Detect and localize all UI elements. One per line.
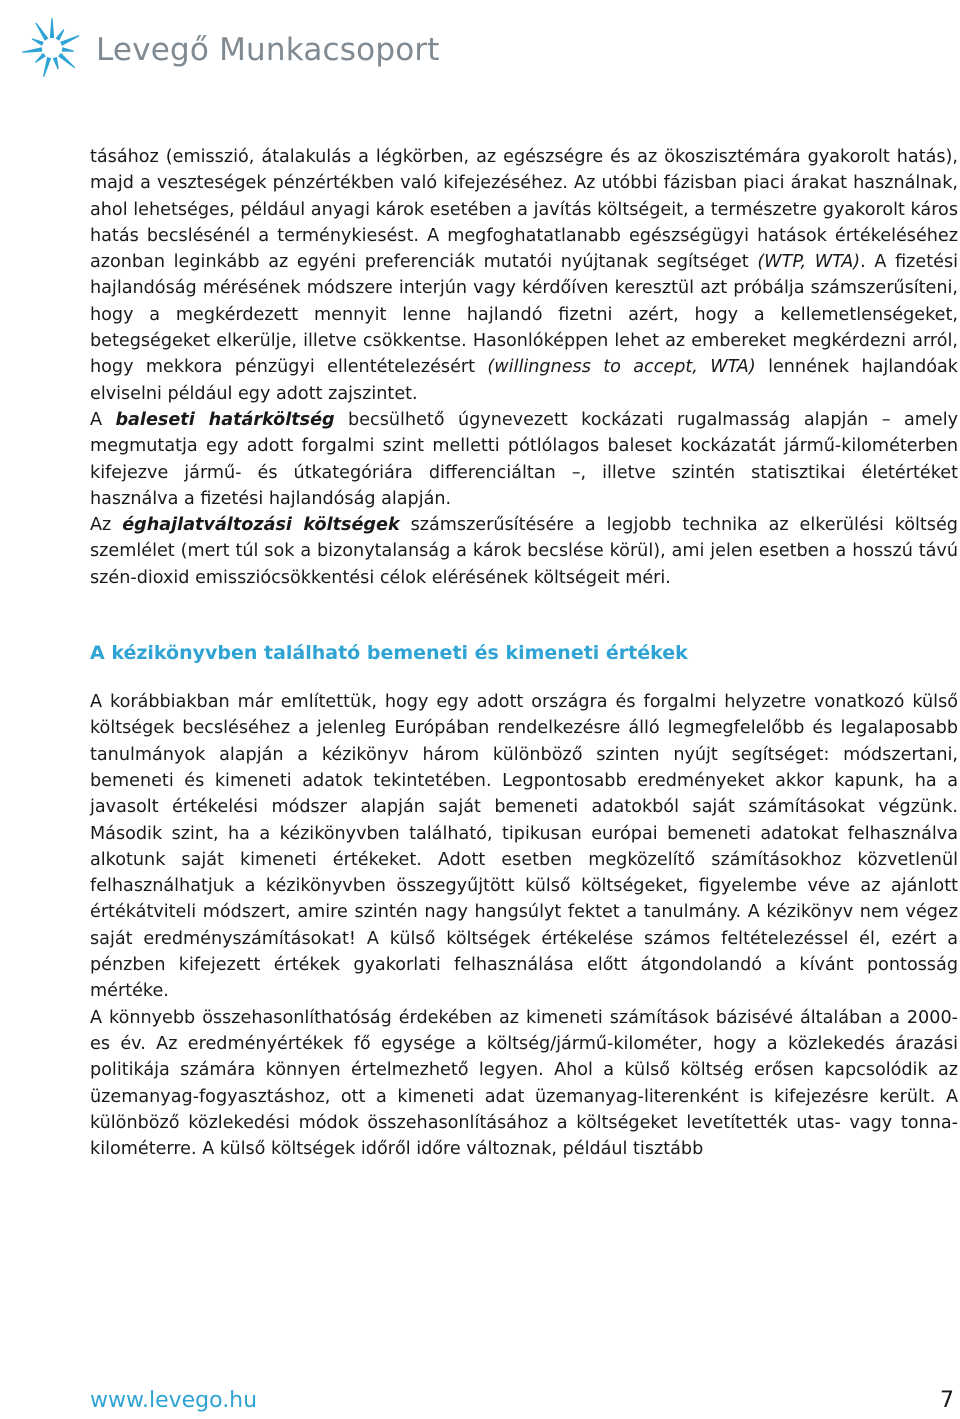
- logo-text: Levegő Munkacsoport: [96, 32, 440, 68]
- paragraph-climate-cost: [90, 512, 958, 591]
- italic-run: (WTP, WTA): [757, 252, 861, 273]
- logo-petal: [56, 28, 66, 40]
- logo-petal: [53, 57, 61, 70]
- paragraph-damage-valuation: [90, 144, 958, 407]
- logo: [12, 8, 440, 88]
- text-run: Az: [90, 515, 123, 536]
- logo-petal: [41, 57, 51, 77]
- text-run: . A fizetési hajlandóság mérésének módszere interjún vagy kérdőíven keresztül azt próbálja számszerűsíteni, hogy a megkérdezett mennyit lenne hajlandó fizetni azért, hogy a kellemetlenségeket, betegségeket elkerülje, illetve csökkentse. Hasonlóképpen lehet az embereket megkérdezni arról, hogy mekkora pénzügyi ellentételezésért: [90, 252, 958, 378]
- paragraph-handbook-levels: A korábbiakban már említettük, hogy egy adott országra és forgalmi helyzetre vonatkozó külső költségek becsléséhez a jelenleg Európában rendelkezésre álló legmegfelelőbb és legalaposabb tanulmányok alapján a kézikönyv három különböző szinten nyújt segítséget: módszertani, bemeneti és kimeneti adatok tekintetében. Legpontosabb eredményeket akkor kapunk, ha a javasolt értékelési módszer alapján saját bemeneti adatokból saját számításokat végzünk. Második szint, ha a kézikönyvben található, tipikusan európai bemeneti adatokat felhasználva alkotunk saját kimeneti értékeket. Adott esetben megközelítő számításokhoz közvetlenül felhasználhatjuk a kézikönyvben összegyűjtött külső költségeket, figyelembe véve az ajánlott értékátviteli módszert, amire szintén nagy hangsúlyt fektet a tanulmány. A kézikönyv nem végez saját eredményszámításokat! A külső költségek értékelése számos feltételezéssel él, ezért a pénzben kifejezett értékek gyakorlati felhasználása előtt átgondolandó a kívánt pontosság mértéke.: [90, 692, 958, 1002]
- italic-run: (willingness to accept, WTA): [487, 357, 756, 378]
- logo-petal: [60, 34, 80, 46]
- text-run: A: [90, 409, 116, 430]
- page-number: 7: [940, 1388, 954, 1413]
- logo-petal: [22, 47, 42, 54]
- document-body: [90, 144, 958, 1162]
- text-run: számszerűsítésére a legjobb technika az elkerülési költség szemlélet (mert túl sok a bizonytalanság a károk becslése körül), ami jelen esetben a hosszú távú szén-dioxid emissziócsökkentési célok elérésének költségeit méri.: [90, 515, 958, 588]
- text-run: tásához (emisszió, átalakulás a légkörben, az egészségre és az ökoszisztémára gyakorolt hatás), majd a veszteségek pénzértékben való kifejezéséhez. Az utóbbi fázisban piaci árakat használnak, ahol lehetséges, például anyagi károk esetében a javítás költségeit, a természetre gyakorolt káros hatás becslésénél a terménykiesést. A megfoghatatlanabb egészségügyi hatások értékeléséhez azonban leginkább az egyéni preferenciák mutatói nyújtanak segítséget: [90, 147, 958, 273]
- logo-petal: [50, 18, 54, 38]
- section-heading: A kézikönyvben található bemeneti és kimeneti értékek: [90, 642, 688, 665]
- text-run: becsülhető úgynevezett kockázati rugalmasság alapján – amely megmutatja egy adott forgalmi szint melletti pótlólagos baleset kockázatát jármű-kilométerben kifejezve jármű- és útkategóriára differenciáltan –, illetve szintén statisztikai életértéket használva a fizetési hajlandóság alapján.: [90, 409, 958, 509]
- logo-petal: [58, 53, 76, 69]
- logo-petal: [62, 47, 75, 53]
- bold-italic-term: baleseti határköltség: [115, 409, 335, 430]
- logo-petal: [34, 53, 46, 64]
- logo-petal: [31, 37, 44, 46]
- bold-italic-term: éghajlatváltozási költségek: [122, 515, 400, 536]
- snowflake-burst-icon: [12, 8, 92, 88]
- paragraph-accident-cost: [90, 407, 958, 512]
- text-run: lennének hajlandóak elviselni például egy adott zajszintet.: [90, 357, 958, 404]
- logo-petal: [34, 22, 49, 41]
- footer-website-link[interactable]: www.levego.hu: [90, 1388, 258, 1413]
- paragraph-output-units: A könnyebb összehasonlíthatóság érdekében az kimeneti számítások bázisévé általában a 2000-es év. Az eredményértékek fő egysége a költség/jármű-kilométer, hogy a közlekedés árazási politikája számára könnyen értelmezhető legyen. Ahol a külső költség erősen kapcsolódik az üzemanyag-fogyasztáshoz, ott a kimeneti adat üzemanyag-literenként is kifejezésre került. A különböző közlekedési módok összehasonlításához a költségeket levetítették utas- vagy tonna-kilométerre. A külső költségek időről időre változnak, például tisztább: [90, 1007, 958, 1160]
